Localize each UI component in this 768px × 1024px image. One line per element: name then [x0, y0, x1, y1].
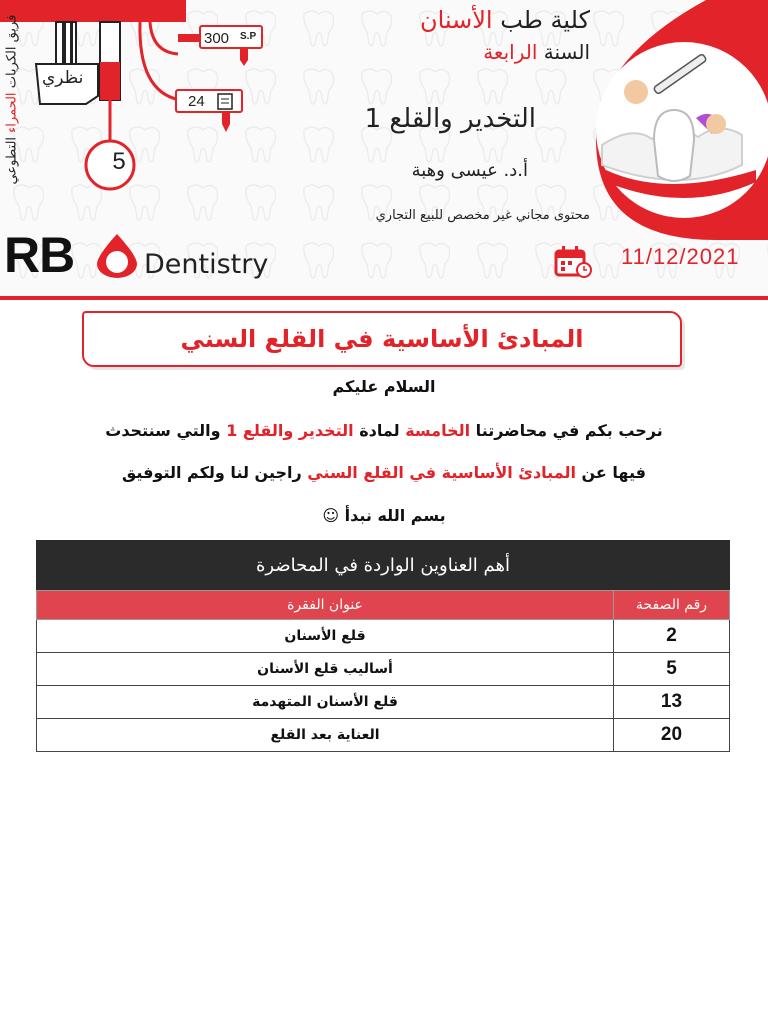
table-row: [37, 686, 730, 719]
intro-line-1: نرحب بكم في محاضرتنا الخامسة لمادة التخدير والقلع 1 والتي سنتحدث: [105, 421, 663, 440]
toc-page-number: 2: [614, 620, 730, 653]
blood-drop-logo-icon: [95, 232, 139, 278]
college-name: كلية طب الأسنان: [419, 6, 590, 34]
doctor-name: أ.د. عيسى وهبة: [411, 160, 528, 181]
intro-greeting: السلام عليكم: [332, 377, 436, 396]
intro-line-2: فيها عن المبادئ الأساسية في القلع السني راجين لنا ولكم التوفيق: [122, 463, 646, 482]
brand-dentistry: Dentistry: [144, 249, 269, 280]
sp-label: S.P: [240, 31, 257, 42]
toc-page-number: 13: [614, 686, 730, 719]
toc-section-title: العناية بعد القلع: [37, 719, 614, 752]
toc-section-title: أساليب قلع الأسنان: [37, 653, 614, 686]
course-name: التخدير والقلع 1: [364, 104, 536, 134]
toc-header-row: [37, 591, 730, 620]
lecture-type: نظري: [42, 68, 84, 88]
toc-section-title: قلع الأسنان: [37, 620, 614, 653]
team-side-text: فريق الكريات الحمراء التطوعي: [4, 14, 20, 185]
lecture-title-box: [82, 311, 682, 367]
header-divider: [0, 296, 768, 300]
table-row: [37, 620, 730, 653]
toc-page-number: 5: [614, 653, 730, 686]
study-year: السنة الرابعة: [483, 40, 590, 64]
page-count: 24: [188, 93, 205, 110]
sp-number: 300: [204, 30, 230, 47]
toc-section-title: قلع الأسنان المتهدمة: [37, 686, 614, 719]
intro-line-3: بسم الله نبدأ ☺: [322, 506, 446, 525]
iv-bag-icon: [0, 0, 280, 210]
free-content-note: محتوى مجاني غير مخصص للبيع التجاري: [375, 208, 590, 223]
col-page-header: رقم الصفحة: [614, 591, 730, 620]
brand-rb: RB: [4, 227, 75, 283]
toc-page-number: 20: [614, 719, 730, 752]
col-title-header: عنوان الفقرة: [37, 591, 614, 620]
tooth-extraction-illustration: [566, 0, 768, 240]
table-row: [37, 719, 730, 752]
table-row: [37, 653, 730, 686]
calendar-icon: [554, 245, 594, 279]
lecture-number: 5: [112, 148, 126, 175]
toc-heading: أهم العناوين الواردة في المحاضرة: [36, 540, 730, 590]
lecture-date: 11/12/2021: [621, 244, 740, 269]
lecture-title: المبادئ الأساسية في القلع السني: [180, 325, 584, 353]
header-banner: [0, 0, 768, 300]
toc-table: [36, 590, 730, 752]
